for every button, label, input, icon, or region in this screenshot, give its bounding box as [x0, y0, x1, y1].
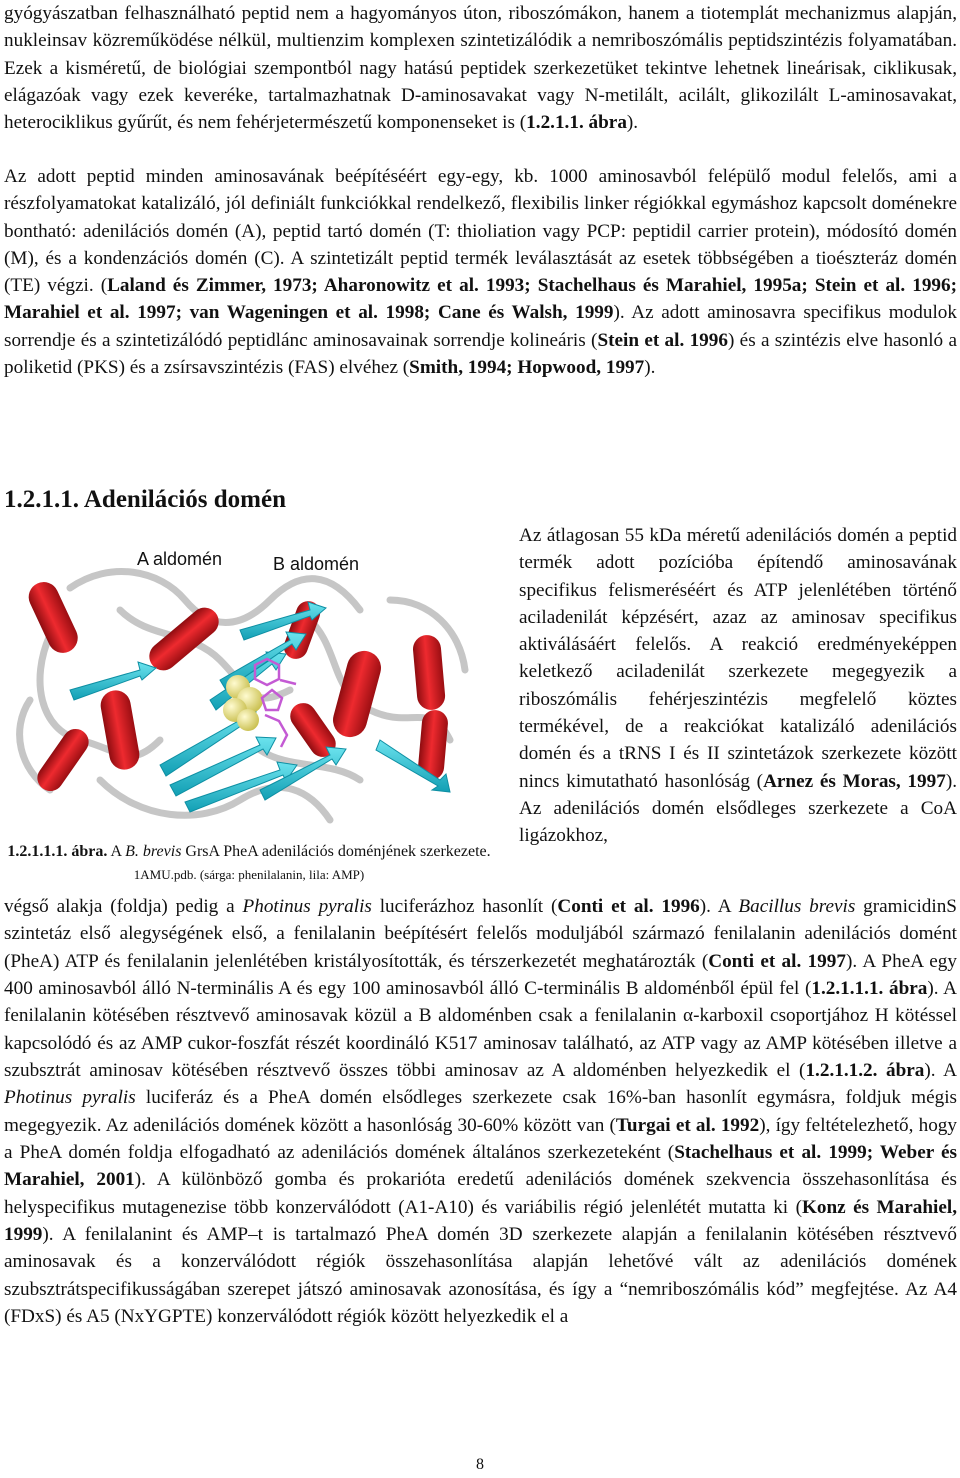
species-name: Photinus pyralis — [4, 1087, 136, 1109]
citation: Smith, 1994; Hopwood, 1997 — [409, 357, 645, 379]
citation: Arnez és Moras, 1997 — [763, 770, 946, 792]
paragraph-1-text: gyógyászatban felhasználható peptid nem a hagyományos úton, riboszómákon, hanem a tiotemplát mechanizmus alapján, nukleinsav közreműködése nélkül, multienzim komplexen szintetizálódik a nemriboszómális peptidszintézis folyamatában. Ezek a kisméretű, de biológiai szempontból nagy hatású peptidek szerkezetüket tekintve lehetnek lineárisak, ciklikusak, elágazóak vagy ezek keveréke, tartalmazhatnak D-aminosavakat vagy N-metilált, acilált, glikozilált L-aminosavakat, heterociklikus gyűrűt, és nem fehérjetermészetű komponenseket is ( — [4, 3, 957, 134]
protein-ribbon-image — [10, 540, 490, 840]
section-heading: 1.2.1.1. Adenilációs domén — [4, 486, 286, 513]
caption-number: 1.2.1.1.1. ábra. — [7, 843, 108, 860]
paragraph-2-text: ) és a szintézis elve hasonló a poliketid (PKS) és a zsírsavszintézis (FAS) elvéhez ( — [4, 329, 957, 379]
caption-legend: (sárga: phenilalanin, lila: AMP) — [196, 867, 365, 882]
page-number: 8 — [476, 1456, 484, 1473]
caption-species: B. brevis — [125, 843, 182, 860]
citation: Konz és Marahiel, 1999 — [4, 1196, 958, 1246]
species-name: Bacillus brevis — [738, 896, 856, 917]
paragraph-1-text-end: ). — [626, 112, 639, 134]
side-paragraph — [519, 522, 957, 850]
paragraph-3-text: luciferáz és a PheA domén elsődleges szerkezete csak 16%-ban hasonlít egymásra, foldjuk mégis megegyezik. Az adenilációs domének között a hasonlóság 30-60% között van ( — [4, 1087, 957, 1136]
paragraph-2-text: ). Az adott aminosavra specifikus modulok sorrendje és a szintetizálódó peptidlánc aminosavainak sorrendje kolineáris ( — [4, 302, 957, 351]
citation: Laland és Zimmer, 1973; Aharonowitz et al. 1993; Stachelhaus és Marahiel, 1995a; Stein et al. 1996; Marahiel et al. 1997; van Wageningen et al. 1998; Cane és Walsh, 1999 — [4, 275, 957, 324]
paragraph-3-text: ). A — [924, 1060, 958, 1082]
citation: Stein et al. 1996 — [597, 329, 728, 351]
paragraph-3-text: ), így feltételezhető, hogy a PheA domén foldja elfogadható az adenilációs domének általános szerkezeteként ( — [4, 1114, 957, 1164]
caption-pdb: 1AMU.pdb. — [133, 867, 197, 882]
species-name: Photinus pyralis — [242, 896, 372, 917]
paragraph-3-text: ). A fenilalanin kötésében résztvevő aminosavak közül a B aldoménben csak a fenilalanin α-karboxil csoportjához H kötéssel kapcsolódó és az AMP cukor-foszfát részét koordináló K517 aminosav található, az ATP vagy az AMP kötésében illetve a szubsztrát aminosav kötésében résztvevő összes többi aminosav az A aldoménben helyezkedik el ( — [4, 978, 957, 1082]
caption-text: A — [107, 843, 126, 860]
paragraph-3-text: ). A PheA egy 400 aminosavból álló N-terminális A és egy 100 aminosavból álló C-terminális B aldoménből épül fel ( — [4, 950, 957, 1000]
b-subdomain-label: B aldomén — [273, 554, 360, 574]
paragraph-2-text: Az adott peptid minden aminosavának beépítéséért egy-egy, kb. 1000 aminosavból felépülő modul felelős, ami a részfolyamatokat katalizáló, jól definiált funkciókkal rendelkező, flexibilis linker régiókkal egymáshoz kapcsolt doménekre bontható: adenilációs domén (A), peptid tartó domén (T: thioliation vagy PCP: peptidil carrier protein), módosító domén (M), és a kondenzációs domén (C). A szintetizált peptid termék leválasztását az esetek többségében a tioészteráz domén (TE) végzi. ( — [4, 166, 957, 297]
citation: Conti et al. 1996 — [557, 896, 700, 917]
citation: Turgai et al. 1992 — [615, 1114, 760, 1136]
paragraph-2 — [4, 163, 957, 381]
caption-text: GrsA PheA adenilációs doménjének szerkezete. — [181, 843, 491, 860]
side-text-end: ). Az adenilációs domén elsődleges szerkezete a CoA ligázokhoz, — [519, 770, 957, 847]
figure-reference: 1.2.1.1.1. ábra — [811, 978, 928, 1000]
phenylalanine-ligand — [223, 675, 263, 731]
figure-reference: 1.2.1.1. ábra — [526, 112, 627, 134]
figure-reference: 1.2.1.1.2. ábra — [805, 1060, 925, 1082]
paragraph-1 — [4, 0, 957, 136]
paragraph-3-text: ). A különböző gomba és prokarióta eredetű adenilációs domének szekvencia összehasonlítása és helyspecifikus mutagenezise több konzerválódott (A1-A10) és variábilis régió jelenlétét mutatta ki ( — [4, 1169, 957, 1218]
paragraph-3-text: végső alakja (foldja) pedig a — [4, 896, 243, 917]
paragraph-3-text: ). A fenilalanint és AMP–t is tartalmazó PheA domén 3D szerkezete alapján a fenilalanin kötésében résztvevő aminosavak és a konzerválódott régiók összehasonlítása alapján lehetővé vált az adenilációs domének szubsztrátspecifikusságában szerepet játszó aminosavak azonosítása, és így a “nemriboszómális kód” megfejtése. Az A4 (FDxS) és A5 (NxYGPTE) konzerválódott régiók között helyezkedik el a — [4, 1224, 957, 1328]
side-text: Az átlagosan 55 kDa méretű adenilációs domén a peptid termék adott pozícióba építendő aminosavának specifikus felismeréséért és ATP jelenlétében történő aciladenilát képzésért, azaz az aminosav specifikus aktiválásáért felelős. A reakció eredményeképpen keletkező aciladenilát szerkezete megegyezik a riboszómális fehérjeszintézis megfelelő köztes termékével, de a reakciókat katalizáló adenilációs domén és a tRNS I és II szintetázok szerkezete között nincs kimutatható hasonlóság ( — [519, 525, 957, 792]
paragraph-3-text: luciferázhoz hasonlít ( — [371, 896, 558, 917]
paragraph-3-text: ). A — [699, 896, 739, 917]
citation: Stachelhaus et al. 1999; Weber és Marahiel, 2001 — [4, 1142, 957, 1191]
paragraph-3 — [4, 893, 957, 1331]
paragraph-3-text: gramicidinS szintetáz első alegységének első, a fenilalanin beépítésért felelős moduljából származó fenilalanin adenilációs domént (PheA) ATP és fenilalanin jelenlétében kristályosították, és térszerkezetét meghatározták ( — [4, 896, 957, 972]
figure-caption — [4, 840, 494, 886]
paragraph-2-text: ). — [644, 357, 656, 379]
a-subdomain-label: A aldomén — [137, 549, 223, 569]
protein-structure-figure — [10, 540, 490, 840]
citation: Conti et al. 1997 — [708, 950, 846, 972]
